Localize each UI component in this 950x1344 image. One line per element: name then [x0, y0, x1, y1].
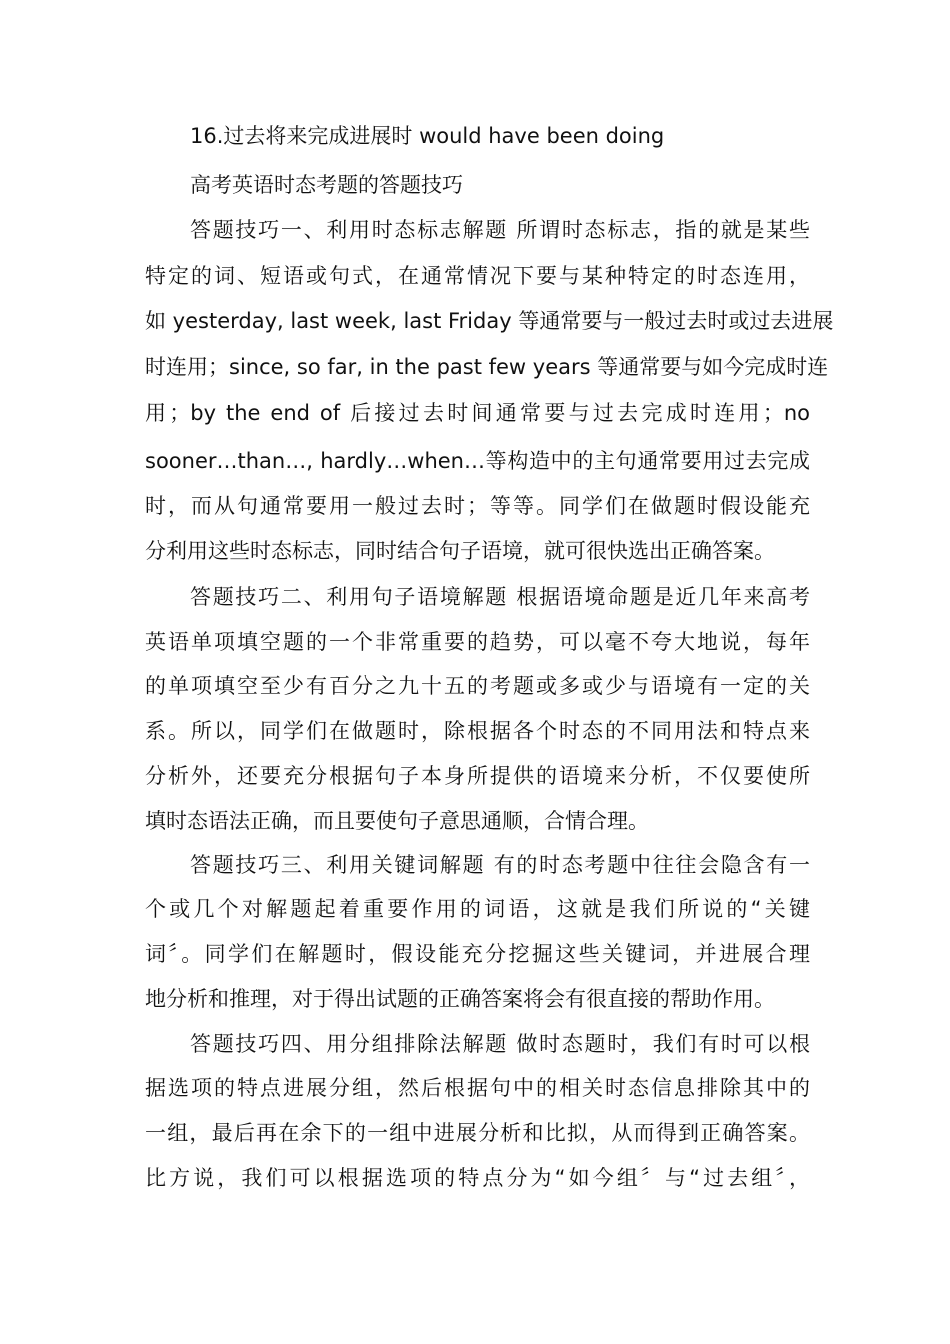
paragraph-line: 英语单项填空题的一个非常重要的趋势，可以毫不夸大地说，每年: [145, 630, 810, 654]
heading-line: 16.过去将来完成进展时 would have been doing: [190, 124, 665, 148]
paragraph-line: 的单项填空至少有百分之九十五的考题或多或少与语境有一定的关: [145, 674, 810, 698]
paragraph-line: 一组，最后再在余下的一组中进展分析和比拟，从而得到正确答案。: [145, 1121, 810, 1145]
paragraph-line: 地分析和推理，对于得出试题的正确答案将会有很直接的帮助作用。: [145, 987, 775, 1011]
paragraph-line: 如 yesterday, last week, last Friday 等通常要与一般过去时或过去进展: [145, 309, 834, 333]
paragraph-line: 特定的词、短语或句式，在通常情况下要与某种特定的时态连用，: [145, 264, 810, 288]
paragraph-line: 词〞。同学们在解题时，假设能充分挖掘这些关键词，并进展合理: [145, 942, 810, 966]
paragraph-line: 答题技巧四、用分组排除法解题 做时态题时，我们有时可以根: [190, 1032, 810, 1056]
paragraph-line: 比方说，我们可以根据选项的特点分为“如今组〞与“过去组〞，: [145, 1166, 810, 1190]
paragraph-line: 填时态语法正确，而且要使句子意思通顺，合情合理。: [145, 809, 649, 833]
paragraph-line: 时，而从句通常要用一般过去时；等等。同学们在做题时假设能充: [145, 494, 810, 518]
paragraph-line: 系。所以，同学们在做题时，除根据各个时态的不同用法和特点来: [145, 719, 810, 743]
paragraph-line: 用；by the end of 后接过去时间通常要与过去完成时连用；no: [145, 401, 810, 425]
paragraph-line: 时连用；since, so far, in the past few years 等通常要与如今完成时连: [145, 355, 829, 379]
paragraph-line: 答题技巧二、利用句子语境解题 根据语境命题是近几年来高考: [190, 585, 810, 609]
paragraph-line: sooner…than…, hardly…when…等构造中的主句通常要用过去完成: [145, 449, 810, 473]
paragraph-line: 答题技巧一、利用时态标志解题 所谓时态标志，指的就是某些: [190, 218, 810, 242]
paragraph-line: 分利用这些时态标志，同时结合句子语境，就可很快选出正确答案。: [145, 539, 775, 563]
paragraph-line: 据选项的特点进展分组，然后根据句中的相关时态信息排除其中的: [145, 1076, 810, 1100]
paragraph-line: 答题技巧三、利用关键词解题 有的时态考题中往往会隐含有一: [190, 853, 810, 877]
paragraph-line: 分析外，还要充分根据句子本身所提供的语境来分析，不仅要使所: [145, 764, 810, 788]
paragraph-line: 个或几个对解题起着重要作用的词语，这就是我们所说的“关键: [145, 897, 810, 921]
section-title: 高考英语时态考题的答题技巧: [190, 173, 463, 197]
